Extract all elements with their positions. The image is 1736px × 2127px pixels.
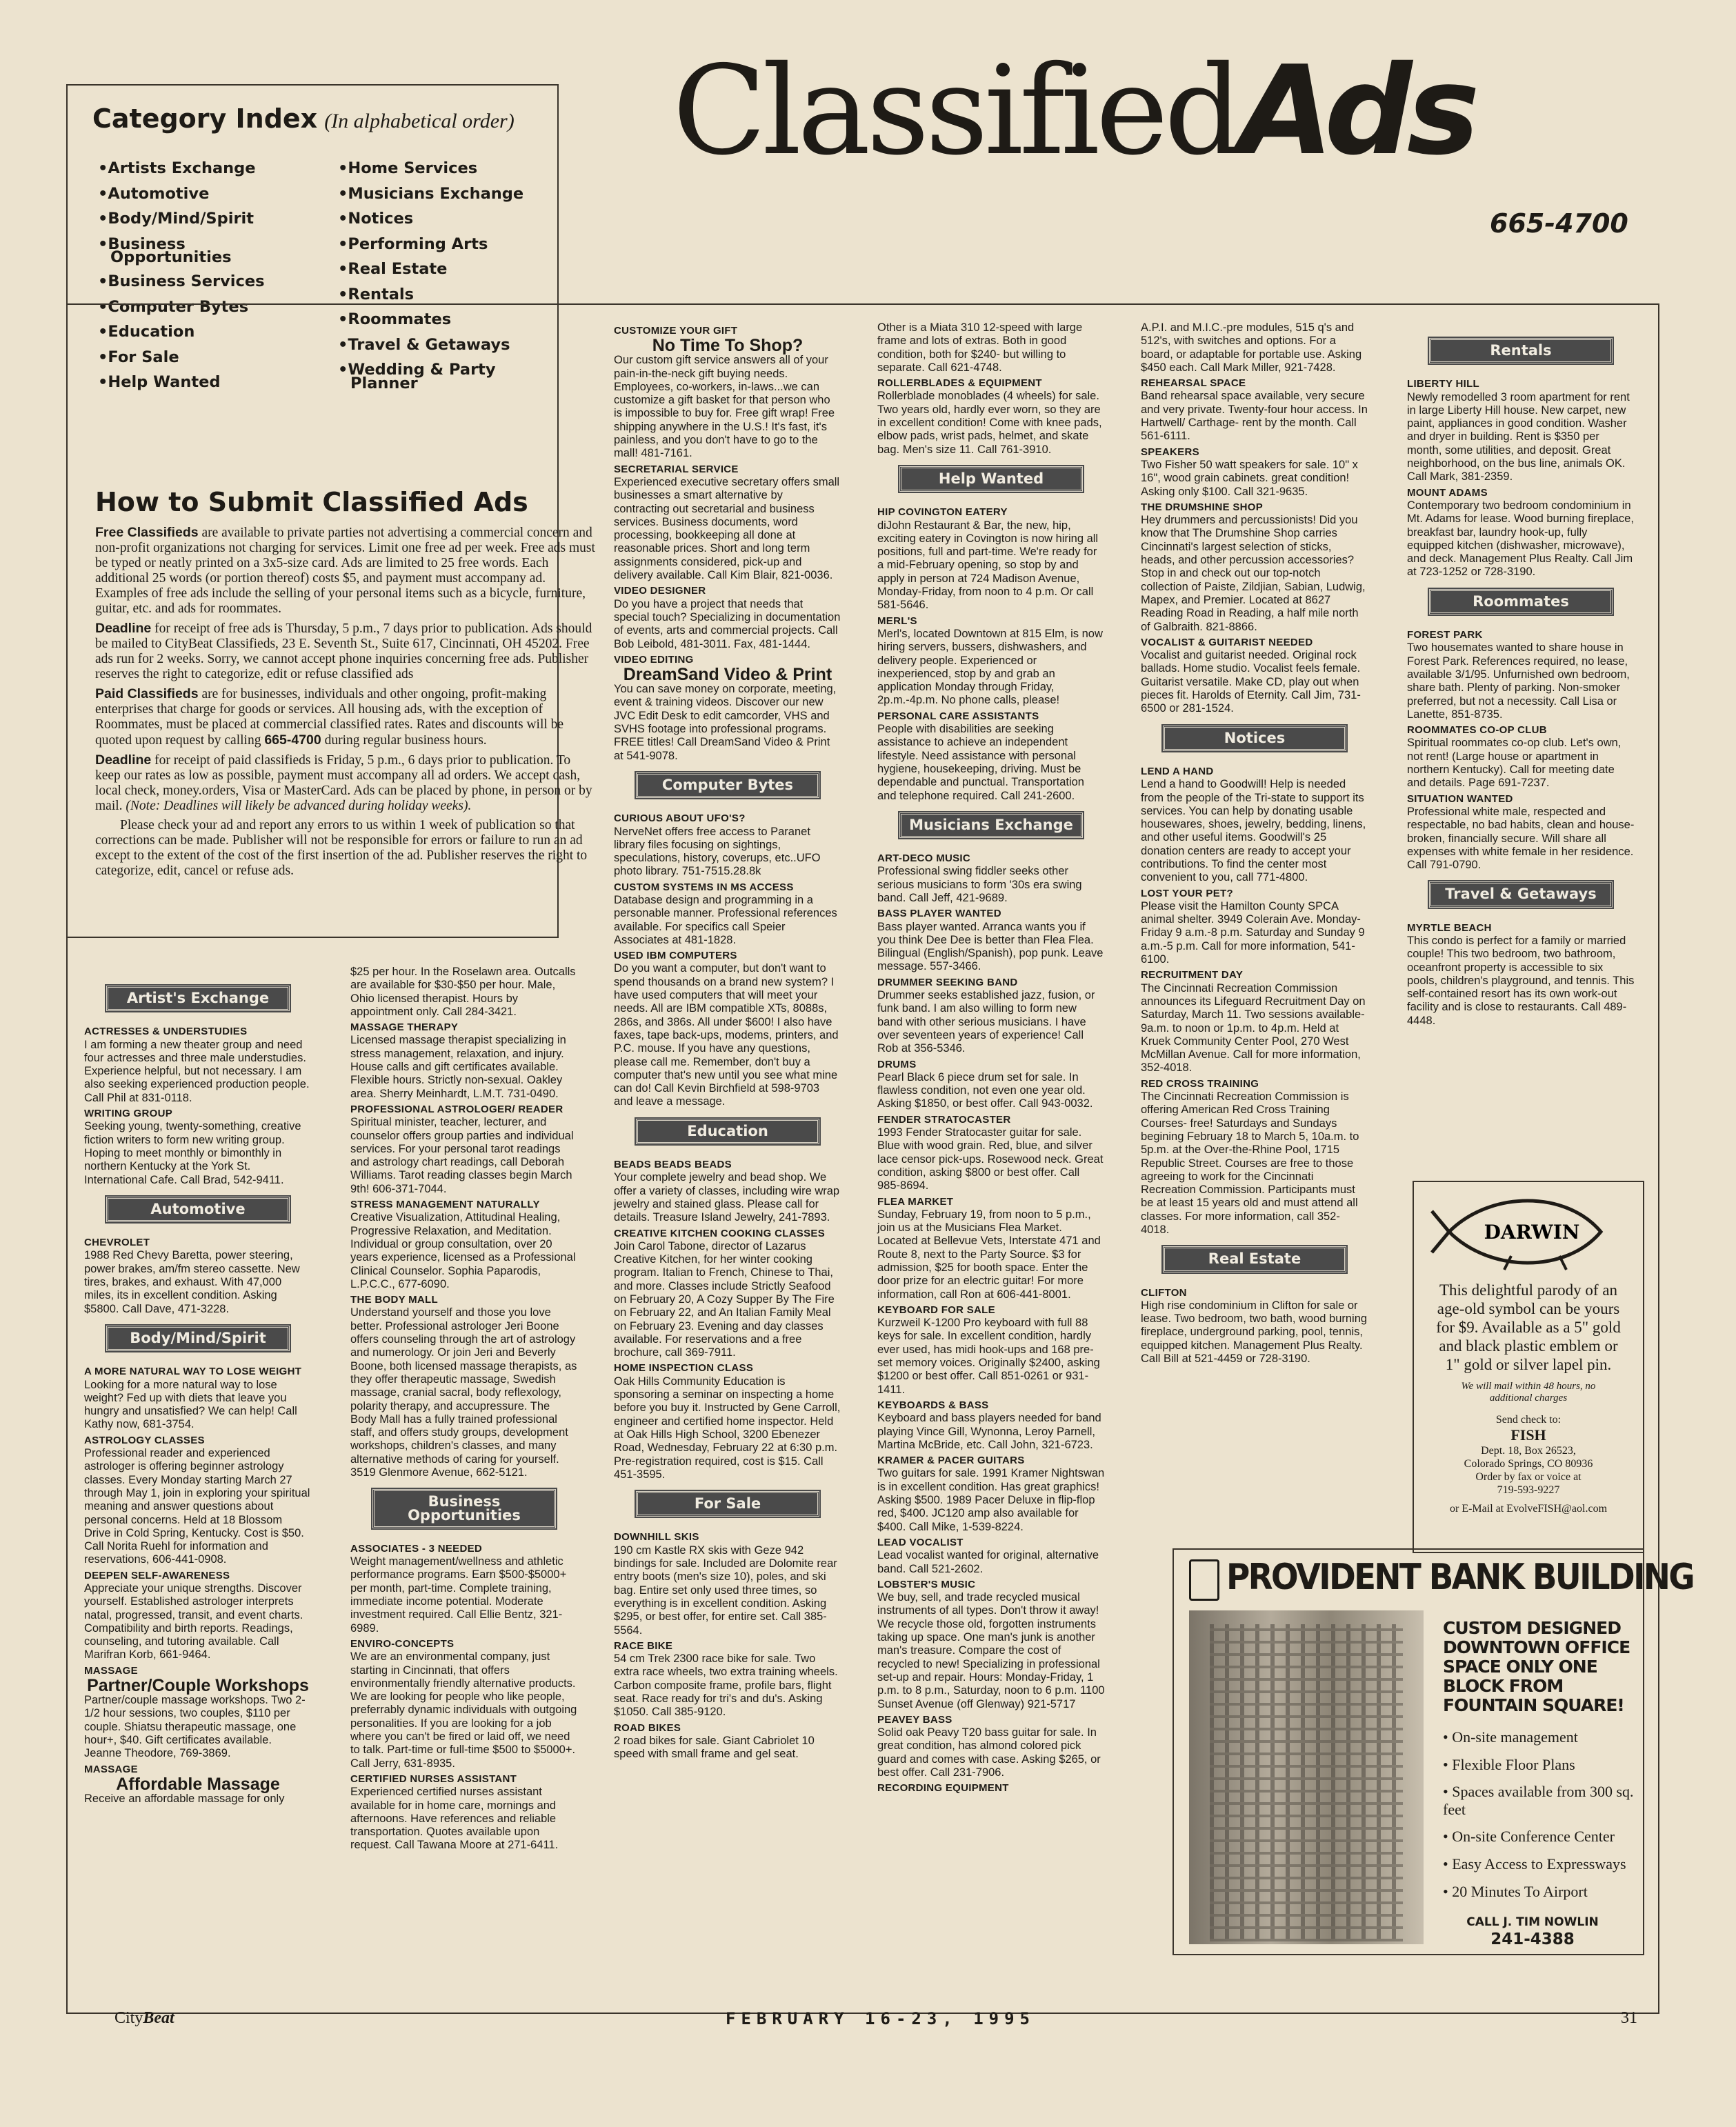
darwin-send: Send check to:: [1495, 1414, 1562, 1426]
bank-building-image: [1189, 1610, 1424, 1944]
how-to-submit-body: Free Classifieds are available to private parties not advertising a commercial concern and non-profit organizations not charging for services. Limit one free ad per week. Free ads must be typed or neatly printed on a 3x5-size card. Ads are limited to 25 free words. Each additional 25 words (or portion thereof) costs $5, and payment must accompany ad. Examples of free ads include the selling of your personal items such as a bicycle, furniture, guitar, etc. and ads for roommates. Deadline for receipt of free ads is Thursday, 5 p.m., 7 days prior to publication. Ads should be mailed to CityBeat Classifieds, 23 E. Seventh St., Suite 617, Cincinnati, OH 45202. Free ads run for 2 weeks. Sorry, we cannot accept phone inquiries concerning free ads. Publisher reserves the right to categorize, edit or refuse classified ads Paid Classifieds are for businesses, individuals and other ongoing, profit-making enterprises that charge for goods or services. All housing ads, with the exception of Roommates, must be placed at commercial classified rates. Rates and discounts will be quoted upon request by calling 665-4700 during regular business hours. Deadline for receipt of paid classifieds is Friday, 5 p.m., 6 days prior to publication. To keep our rates as low as possible, payment must accompany all ad orders. We accept cash, local check, money.orders, Visa or MasterCard. Ads can be placed by phone, in person or by mail. (Note: Deadlines will likely be advanced during holiday weeks). Please check your ad and report any errors to us within 1 week of publication so that corrections can be made. Publisher will not be responsible for errors or failure to run an ad except to the extent of the cost of the first insertion of the ad. Publisher reserves the right to categorize, edit, cancel or refuse ads.: [95, 525, 595, 878]
bank-features: • On-site management • Flexible Floor Plans • Spaces available from 300 sq. feet • On-site Conference Center • Easy Access to Expressways • 20 Minutes To Airport: [1443, 1728, 1634, 1900]
category-item[interactable]: Opportunities: [110, 248, 232, 266]
section-header-business: Business Opportunities: [372, 1489, 556, 1528]
bank-ad-subtitle: CUSTOM DESIGNED DOWNTOWN OFFICE SPACE ONLY ONE BLOCK FROM FOUNTAIN SQUARE!: [1443, 1618, 1630, 1715]
darwin-address: Dept. 18, Box 26523, Colorado Springs, CO 80936 Order by fax or voice at 719-593-9227 or E-Mail at EvolveFISH@aol.com: [1449, 1445, 1608, 1515]
category-item[interactable]: •Real Estate: [338, 260, 448, 278]
masthead-title-bold: Ads: [1238, 39, 1475, 182]
section-header-computer: Computer Bytes: [636, 772, 819, 798]
section-header-musicians: Musicians Exchange: [899, 812, 1083, 838]
masthead-title-regular: Classified: [672, 39, 1239, 182]
column-5: A.P.I. and M.I.C.-pre modules, 515 q's and 512's, with switches and options. For a board, or adaptable for portable use. Asking $450 each. Call Mark Miller, 921-7428. REHEARSAL SPACE Band rehearsal space available, very secure and very private. Twenty-four hour access. In Hartwell/ Carthage- rent by the month. Call 561-6111. SPEAKERS Two Fisher 50 watt speakers for sale. 10" x 16", wood grain cabinets. great condition! Asking only $100. Call 321-9635. THE DRUMSHINE SHOP Hey drummers and percussionists! Did you know that The Drumshine Shop carries Cincinnati's largest selection of sticks, heads, and other percussion accessories? Stop in and check out our top-notch collection of Paiste, Zildjian, Sabian, Ludwig, Mapex, and Premier. Located at 8627 Reading Road in Reading, a half mile north of Galbraith. 821-8866. VOCALIST & GUITARIST NEEDED Vocalist and guitarist needed. Original rock ballads. Home studio. Vocalist feels female. Guitarist versatile. Make CD, play out when pieces fit. Harolds of Eternity. Call Jim, 731-6500 or 281-1524. Notices LEND A HAND Lend a hand to Goodwill! Help is needed from the people of the Tri-state to support its services. You can help by donating usable housewares, shoes, jewelry, bedding, linens, and other useful items. Goodwill's 25 donation centers are ready to accept your contributions. To find the center most convenient to you, call 771-4800. LOST YOUR PET? Please visit the Hamilton County SPCA animal shelter. 3949 Colerain Ave. Monday-Friday 9 a.m.-8 p.m. Saturday and Sunday 9 a.m.-5 p.m. Call for more information, 541-6100. RECRUITMENT DAY The Cincinnati Recreation Commission announces its Lifeguard Recruitment Day on Saturday, March 11. Two sessions available- 9a.m. to noon or 1p.m. to 4p.m. Held at Kruek Community Center Pool, 270 West McMillan Avenue. Call for more information, 352-4018. RED CROSS TRAINING The Cincinnati Recreation Commission is offering American Red Cross Training Courses- free! Saturdays and Sundays begining February 18 to March 5, 10a.m. to 5p.m. at the Over-the-Rhine Pool, 1715 Republic Street. Courses are free to those agreeing to work for the Cincinnati Recreation Commission. Participants must be at least 15 years old and must attend all classes. For more information, call 352-4018. Real Estate CLIFTON High rise condominium in Clifton for sale or lease. Two bedroom, two bath, wood burning fireplace, underground parking, pool, tennis, equipped kitchen. Management Plus Realty. Call Bill at 521-4459 or 728-3190.: [1141, 321, 1368, 1366]
category-item[interactable]: •Automotive: [98, 184, 210, 203]
section-header-roommates: Roommates: [1429, 589, 1613, 615]
column-4: Other is a Miata 310 12-speed with large frame and lots of extras. Both in good condition, both for $240- but willing to separate. Call 621-4748. ROLLERBLADES & EQUIPMENT Rollerblade monoblades (4 wheels) for sale. Two years old, hardly ever worn, so they are in excellent condition! Come with knee pads, elbow pads, wrist pads, helmet, and skate bag. Men's size 11. Call 761-3910. Help Wanted HIP COVINGTON EATERY diJohn Restaurant & Bar, the new, hip, exciting eatery in Covington is now hiring all positions, full and part-time. We're ready for a mid-February opening, so stop by and apply in person at 724 Madison Avenue, Monday-Friday, from noon to 4 p.m. Or call 581-5646. MERL'S Merl's, located Downtown at 815 Elm, is now hiring servers, bussers, dishwashers, and delivery people. Experienced or inexperienced, stop by and grab an application Monday through Friday, 2p.m.-4p.m. No phone calls, please! PERSONAL CARE ASSISTANTS People with disabilities are seeking assistance to achieve an independent lifestyle. Need assistance with personal hygiene, housekeeping, driving. Must be dependable and punctual. Transportation and telephone required. Call 241-2600. Musicians Exchange ART-DECO MUSIC Professional swing fiddler seeks other serious musicians to form '30s era swing band. Call Jeff, 421-9689. BASS PLAYER WANTED Bass player wanted. Arranca wants you if you think Dee Dee is better than Flea Flea. Bilingual (English/Spanish), pop punk. Leave message. 557-3466. DRUMMER SEEKING BAND Drummer seeks established jazz, fusion, or funk band. I am also willing to form new band with other serious musicians. I have over seventeen years of experience! Call Rob at 356-5346. DRUMS Pearl Black 6 piece drum set for sale. In flawless condition, not even one year old. Asking $1850, or best offer. Call 943-0032. FENDER STRATOCASTER 1993 Fender Stratocaster guitar for sale. Blue with wood grain. Red, blue, and silver lace censor pick-ups. Rosewood neck. Great condition, asking $800 or best offer. Call 985-8694. FLEA MARKET Sunday, February 19, from noon to 5 p.m., join us at the Musicians Flea Market. Located at Bellevue Vets, Interstate 471 and Route 8, next to the Party Source. $3 for admission, $25 for booth space. Enter the door prize for an electric guitar! For more information, call Ron at 606-441-8001. KEYBOARD FOR SALE Kurzweil K-1200 Pro keyboard with full 88 keys for sale. In excellent condition, hardly ever used, has midi hook-ups and 168 pre-set memory voices. Originally $2400, asking $1200 or best offer. Call 851-0261 or 931-1411. KEYBOARDS & BASS Keyboard and bass players needed for band playing Vince Gill, Wynonna, Leroy Parnell, Martina McBride, etc. Call John, 321-6723. KRAMER & PACER GUITARS Two guitars for sale. 1991 Kramer Nightswan is in excellent condition. Has great graphics! Asking $500. 1989 Pacer Deluxe in flip-flop red, $400. JC120 amp also available for $400. Call Mike, 1-539-8224. LEAD VOCALIST Lead vocalist wanted for original, alternative band. Call 521-2602. LOBSTER'S MUSIC We buy, sell, and trade recycled musical instruments of all types. Don't throw it away! We recycle those old, forgotten instruments taking up space. One man's junk is another man's treasure. Compare the cost of recycled to new! Specializing in professional set-up and repair. Hours: Monday-Friday, 1 p.m. to 8 p.m., Saturday, noon to 6 p.m. 1100 Sunset Avenue (off Glenway) 921-5717 PEAVEY BASS Solid oak Peavy T20 bass guitar for sale. In great condition, has almond colored pick guard and comes with case. Asking $265, or best offer. Call 231-7906. RECORDING EQUIPMENT: [877, 321, 1105, 1795]
category-item[interactable]: •Home Services: [338, 159, 478, 177]
darwin-ad-text: This delightful parody of an age-old symbol can be yours for $9. Available as a 5" gold and black plastic emblem or 1" gold or silver lapel pin.: [1436, 1281, 1621, 1373]
bank-ad-title: PROVIDENT BANK BUILDING: [1226, 1557, 1693, 1598]
section-header-automotive: Automotive: [106, 1197, 290, 1222]
footer-page-number: 31: [1621, 2009, 1637, 2027]
category-item[interactable]: •Performing Arts: [338, 234, 488, 253]
category-item[interactable]: •Artists Exchange: [98, 159, 256, 177]
masthead-phone: 665-4700: [1490, 208, 1628, 239]
category-item[interactable]: •Rentals: [338, 285, 415, 303]
bank-ad: [1173, 1548, 1693, 1955]
section-header-realestate: Real Estate: [1163, 1246, 1346, 1272]
bank-logo-icon: [1189, 1559, 1219, 1601]
category-item[interactable]: •Wedding & Party: [338, 361, 496, 379]
darwin-fish-icon: [1428, 1190, 1628, 1273]
category-item[interactable]: •Computer Bytes: [98, 297, 249, 316]
section-header-artists: Artist's Exchange: [106, 986, 290, 1011]
category-item[interactable]: •Travel & Getaways: [338, 335, 510, 354]
column-1: Artist's Exchange ACTRESSES & UNDERSTUDIES I am forming a new theater group and need four actresses and three male understudies. Experience helpful, but not necessary. I am also seeking experienced production people. Call Phil at 831-0118. WRITING GROUP Seeking young, twenty-something, creative fiction writers to form new writing group. Hoping to meet monthly or bimonthly in northern Kentucky at the York St. International Cafe. Call Brad, 542-9411. Automotive CHEVROLET 1988 Red Chevy Baretta, power steering, power brakes, am/fm stereo cassette. New tires, brakes, and exhaust. With 47,000 miles, its in excellent condition. Asking $5800. Call Dave, 471-3228. Body/Mind/Spirit A MORE NATURAL WAY TO LOSE WEIGHT Looking for a more natural way to lose weight? Fed up with diets that leave you hungry and unsatisfied? We can help! Call Kathy now, 681-3754. ASTROLOGY CLASSES Professional reader and experienced astrologer is offering beginner astrology classes. Every Monday starting March 27 through May 1, join in exploring your spiritual meaning and answer questions about personal concerns. Held at 18 Blossom Drive in Cold Spring, Kentucky. Cost is $50. Call Norita Ruehl for information and reservations, 606-441-0908. DEEPEN SELF-AWARENESS Appreciate your unique strengths. Discover yourself. Established astrologer interprets natal, progressed, transit, and event charts. Compatibility and birth reports. Readings, counseling, and tutoring available. Call Marifran Korb, 661-9464. MASSAGE Partner/Couple Workshops Partner/couple massage workshops. Two 2-1/2 hour sessions, two couples, $110 per couple. Shiatsu therapeutic massage, one hour+, $40. Gift certificates available. Jeanne Theodore, 769-3869. MASSAGE Affordable Massage Receive an affordable massage for only: [84, 976, 312, 1808]
category-item[interactable]: •Body/Mind/Spirit: [98, 210, 255, 228]
frame-left-rule: [66, 938, 68, 2014]
category-item[interactable]: Planner: [350, 374, 418, 392]
footer-date: FEBRUARY 16-23, 1995: [726, 2009, 1035, 2028]
section-header-notices: Notices: [1163, 726, 1346, 751]
category-item[interactable]: •Notices: [338, 210, 414, 228]
column-3: CUSTOMIZE YOUR GIFT No Time To Shop? Our custom gift service answers all of your pain-in-the-neck gift buying needs. Employees, co-workers, in-laws...we can customize a gift basket for that person who is impossible to buy for. Free gift wrap! Free shipping anywhere in the U.S.! It's fast, it's painless, and you don't have to go to the mall! 481-7161. SECRETARIAL SERVICE Experienced executive secretary offers small businesses a smart alternative by contracting out secretarial and business services. Business documents, word processing, bookkeeping all done at reasonable prices. Short and long term assignments considered, pick-up and delivery available. Call Kim Blair, 821-0036. VIDEO DESIGNER Do you have a project that needs that special touch? Specializing in documentation of events, arts and commercial projects. Call Bob Leibold, 481-3011. Fax, 481-1444. VIDEO EDITING DreamSand Video & Print You can save money on corporate, meeting, event & training videos. Discover our new JVC Edit Desk to edit camcorder, VHS and SVHS footage into professional programs. FREE titles! Call DreamSand Video & Print at 541-9078. Computer Bytes CURIOUS ABOUT UFO'S? NerveNet offers free access to Paranet library files focusing on sightings, speculations, history, coverups, etc..UFO photo library. 751-7515.28.8k CUSTOM SYSTEMS IN MS ACCESS Database design and programming in a personable manner. Professional references available. For specifics call Speier Associates at 481-1828. USED IBM COMPUTERS Do you want a computer, but don't want to spend thousands on a brand new system? I have used computers that will meet your needs. All are IBM compatible XTs, 8088s, 286s, and 386s. All under $600! I also have faxes, tape back-ups, modems, printers, and P.C. mouse. If you have any questions, please call me. Remember, don't buy a computer that's new until you see what mine can do! Call Kevin Birchfield at 598-9703 and leave a message. Education BEADS BEADS BEADS Your complete jewelry and bead shop. We offer a variety of classes, including wire wrap jewelry and stained glass. Please call for details. Treasure Island Jewelry, 241-7893. CREATIVE KITCHEN COOKING CLASSES Join Carol Tabone, director of Lazarus Creative Kitchen, for her winter cooking program. Italian to French, Chinese to Thai, and more. Classes include Strictly Seafood on February 20, A Cozy Supper By The Fire on February 22, and An Italian Family Meal on February 23. Evening and day classes available. For reservations and a free brochure, call 369-7911. HOME INSPECTION CLASS Oak Hills Community Education is sponsoring a seminar on inspecting a home before you buy it. Instructed by Gene Carroll, engineer and certified home inspector. Held at Oak Hills High School, 3200 Ebenezer Road, Wednesday, February 22 at 6:30 p.m. Pre-registration required, cost is $15. Call 451-3595. For Sale DOWNHILL SKIS 190 cm Kastle RX skis with Geze 942 bindings for sale. Included are Dolomite rear entry boots (men's size 10), poles, and ski bag. Entire set only used three times, so everything is in excellent condition. Asking $295, or best offer, for entire set. Call 385-5564. RACE BIKE 54 cm Trek 2300 race bike for sale. Two extra race wheels, two extra training wheels. Carbon composite frame, profile bars, flight seat. Race ready for tri's and du's. Asking $1050. Call 385-9120. ROAD BIKES 2 road bikes for sale. Giant Cabriolet 10 speed with small frame and gel seat.: [614, 325, 841, 1761]
darwin-emblem-label: DARWIN: [1484, 1221, 1580, 1244]
darwin-name: FISH: [1510, 1426, 1546, 1444]
section-header-education: Education: [636, 1119, 819, 1144]
bank-contact: CALL J. TIM NOWLIN: [1466, 1915, 1599, 1929]
footer-brand: CityBeat: [114, 2009, 174, 2027]
section-header-travel: Travel & Getaways: [1429, 881, 1613, 907]
category-index-subtitle: (In alphabetical order): [324, 110, 515, 132]
masthead-title: [672, 39, 1475, 182]
how-to-submit-title: How to Submit Classified Ads: [95, 487, 528, 517]
category-item[interactable]: •Education: [98, 323, 195, 341]
column-6: Rentals LIBERTY HILL Newly remodelled 3 room apartment for rent in large Liberty Hill house. New carpet, new paint, appliances in good condition. Washer and dryer in building. Rent is $350 per month, some utilities, and deposit. Great neighborhood, on the bus line, animals OK. Call Mark, 381-2359. MOUNT ADAMS Contemporary two bedroom condominium in Mt. Adams for lease. Wood burning fireplace, breakfast bar, laundry hook-up, fully equipped kitchen (dishwasher, microwave), and deck. Management Plus Realty. Call Jim at 723-1252 or 728-3190. Roommates FOREST PARK Two housemates wanted to share house in Forest Park. References required, no lease, available 3/1/95. Unfurnished own bedroom, share bath. Plenty of parking. Non-smoker preferred, but not a necessity. Call Lisa or Lanette, 851-8735. ROOMMATES CO-OP CLUB Spiritual roommates co-op club. Let's own, not rent! (Large house or apartment in northern Kentucky). Call for meeting date and details. Page 691-7237. SITUATION WANTED Professional white male, respected and respectable, no bad habits, clean and house-broken, financially secure. Will share all expenses with white female in her residence. Call 791-0790. Travel & Getaways MYRTLE BEACH This condo is perfect for a family or married couple! This two bedroom, two bathroom, oceanfront property is accessible to six pools, children's playground, and tennis. This self-contained resort has its own work-out facility and is close to restaurants. Call 489-4448.: [1407, 328, 1635, 1030]
category-item[interactable]: •Roommates: [338, 310, 452, 328]
category-item[interactable]: •Business Services: [98, 272, 265, 290]
section-header-help: Help Wanted: [899, 466, 1083, 492]
darwin-ad: [1413, 1181, 1644, 1553]
bank-phone: 241-4388: [1490, 1930, 1575, 1948]
section-header-body: Body/Mind/Spirit: [106, 1326, 290, 1351]
darwin-ad-note: We will mail within 48 hours, no additional charges: [1461, 1381, 1596, 1404]
category-item[interactable]: •For Sale: [98, 348, 179, 366]
category-item[interactable]: •Musicians Exchange: [338, 184, 524, 203]
category-item[interactable]: •Business: [98, 234, 186, 253]
column-2: $25 per hour. In the Roselawn area. Outcalls are available for $30-$50 per hour. Male, Ohio licensed therapist. Hours by appointment only. Call 284-3421. MASSAGE THERAPY Licensed massage therapist specializing in stress management, relaxation, and injury. House calls and gift certificates available. Flexible hours. Strictly non-sexual. Oakley area. Sherry Meinhardt, L.M.T. 731-0490. PROFESSIONAL ASTROLOGER/ READER Spiritual minister, teacher, lecturer, and counselor offers group parties and individual services. For your personal tarot readings and astrology chart readings, call Deborah Williams. Tarot reading classes begin March 9th! 606-371-7044. STRESS MANAGEMENT NATURALLY Creative Visualization, Attitudinal Healing, Progressive Relaxation, and Meditation. Individual or group consultation, over 20 years experience, licensed as a Professional Clinical Counselor. Sophia Paparodis, L.P.C.C., 677-6090. THE BODY MALL Understand yourself and those you love better. Professional astrologer Jeri Boone offers counseling through the art of astrology and numerology. Or join Jeri and Beverly Boone, both licensed massage therapists, as they offer therapeutic massage, Swedish massage, cranial sacral, body reflexology, polarity therapy, and accupressure. The Body Mall has a fully trained professional staff, and offers study groups, development workshops, children's classes, and many alternative methods of caring for yourself. 3519 Glenmore Avenue, 662-5121. Business Opportunities ASSOCIATES - 3 NEEDED Weight management/wellness and athletic performance programs. Earn $500-$5000+ per month, part-time. Complete training, immediate income potential. Moderate investment required. Call Ellie Bentz, 321-6989. ENVIRO-CONCEPTS We are an environmental company, just starting in Cincinnati, that offers environmentally friendly alternative products. We are looking for people who like people, preferrably dynamic individuals with outgoing personalities. If you are looking for a job where you can't be fired or laid off, we need to talk. Part-time or full-time $500 to $5000+. Call Jerry, 631-8935. CERTIFIED NURSES ASSISTANT Experienced certified nurses assistant available for in home care, mornings and afternoons. Have references and reliable transportation. Quotes available upon request. Call Tawana Moore at 271-6411.: [350, 966, 577, 1852]
section-header-forsale: For Sale: [636, 1491, 819, 1517]
category-item[interactable]: •Help Wanted: [98, 373, 221, 391]
section-header-rentals: Rentals: [1429, 338, 1613, 363]
category-index-title: Category Index (In alphabetical order): [92, 103, 515, 134]
